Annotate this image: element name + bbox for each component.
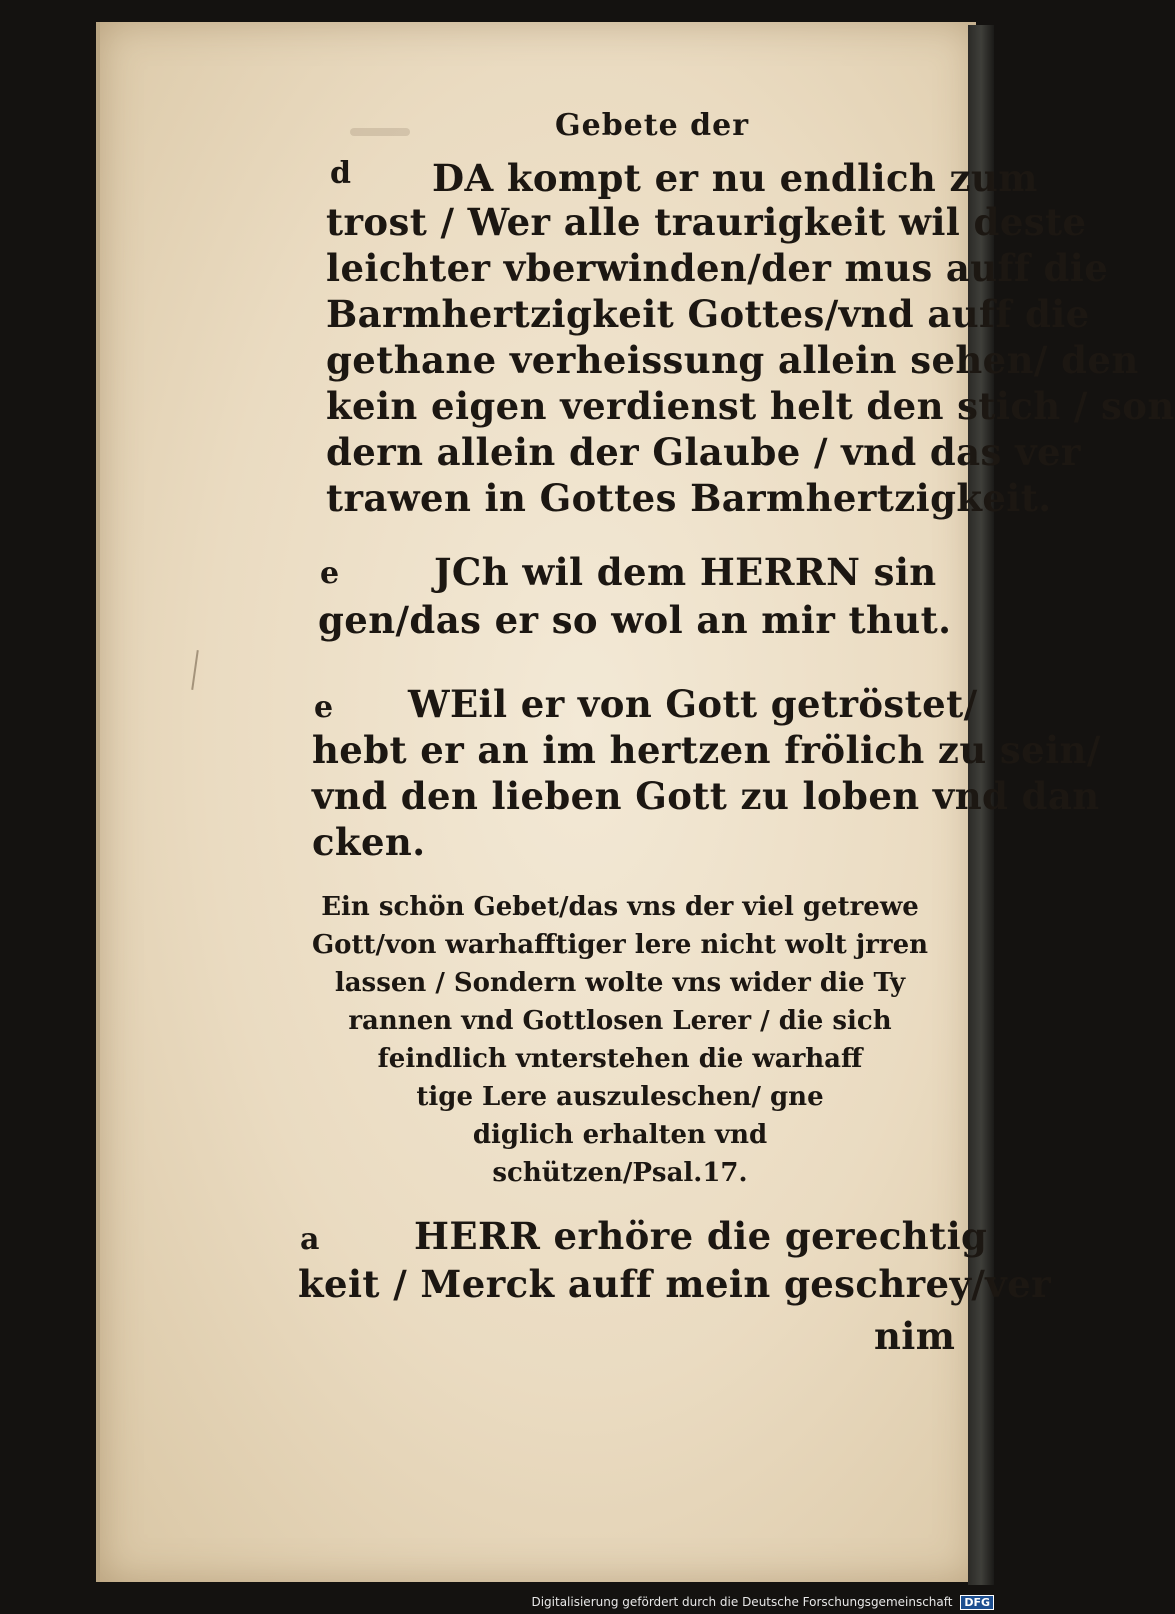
section-d-line-5: gethane verheissung allein sehen/ den — [326, 338, 1139, 382]
footer-text: Digitalisierung gefördert durch die Deutsche Forschungsgemeinschaft — [531, 1595, 953, 1609]
prayer-heading-line-6: tige Lere auszuleschen/ gne — [416, 1082, 824, 1112]
prayer-heading-line-3: lassen / Sondern wolte vns wider die Ty — [334, 968, 906, 998]
section-marker-a: a — [300, 1222, 320, 1257]
prayer-heading-line-1: Ein schön Gebet/das vns der viel getrewe — [321, 892, 919, 922]
section-e2-line-2: hebt er an im hertzen frölich zu sein/ — [312, 728, 1101, 772]
page-smudge — [350, 128, 410, 136]
section-a-line-1: HERR erhöre die gerechtig — [414, 1214, 988, 1258]
catchword: nim — [874, 1314, 956, 1358]
prayer-heading-line-2: Gott/von warhafftiger lere nicht wolt jrren — [311, 930, 929, 960]
digitization-footer — [531, 1595, 994, 1610]
section-d-line-4: Barmhertzigkeit Gottes/vnd auff die — [326, 292, 1090, 336]
section-marker-e2: e — [314, 690, 334, 725]
section-a-line-2: keit / Merck auff mein geschrey/ver — [298, 1262, 1052, 1306]
prayer-heading-line-4: rannen vnd Gottlosen Lerer / die sich — [348, 1006, 892, 1036]
dfg-logo-icon: DFG — [960, 1595, 994, 1610]
section-d-line-1: DA kompt er nu endlich zum — [432, 156, 1038, 200]
section-d-line-2: trost / Wer alle traurigkeit wil deste — [326, 200, 1087, 244]
section-d-line-7: dern allein der Glaube / vnd das ver — [326, 430, 1081, 474]
section-e2-line-1: WEil er von Gott getröstet/ — [408, 682, 978, 726]
section-e1-line-2: gen/das er so wol an mir thut. — [318, 598, 952, 642]
section-d-line-8: trawen in Gottes Barmhertzigkeit. — [326, 476, 1052, 520]
section-marker-d: d — [330, 156, 351, 191]
running-header: Gebete der — [555, 108, 750, 143]
prayer-heading-line-8: schützen/Psal.17. — [492, 1158, 748, 1188]
section-e2-line-4: cken. — [312, 820, 426, 864]
section-e1-line-1: JCh wil dem HERRN sin — [434, 550, 937, 594]
section-e2-line-3: vnd den lieben Gott zu loben vnd dan — [312, 774, 1100, 818]
section-marker-e1: e — [320, 556, 340, 591]
prayer-heading-line-7: diglich erhalten vnd — [472, 1120, 768, 1150]
section-d-line-3: leichter vberwinden/der mus auff die — [326, 246, 1109, 290]
prayer-heading-line-5: feindlich vnterstehen die warhaff — [377, 1044, 863, 1074]
section-d-line-6: kein eigen verdienst helt den stich / son — [326, 384, 1175, 428]
